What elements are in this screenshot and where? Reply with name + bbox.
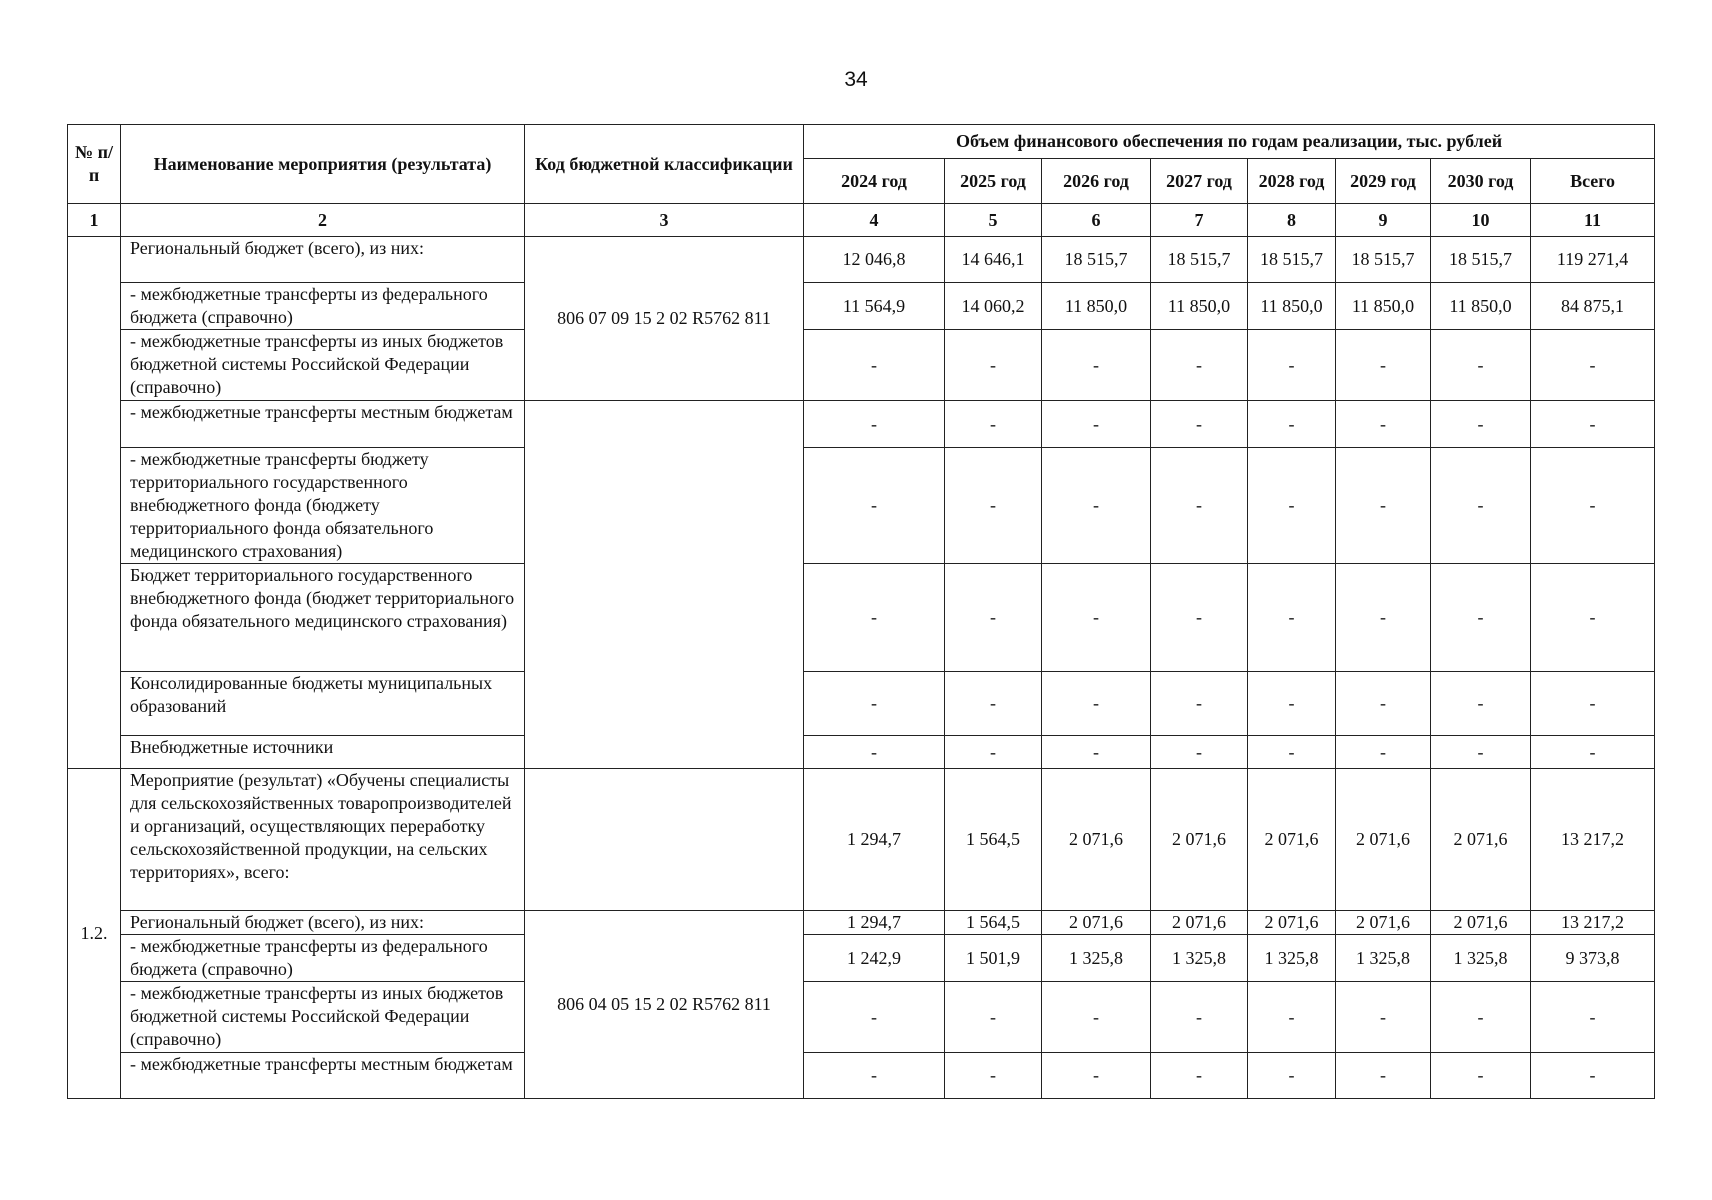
header-year: Всего bbox=[1531, 159, 1655, 204]
value-cell: - bbox=[1431, 564, 1531, 672]
value-cell: - bbox=[1151, 330, 1248, 401]
value-cell: 13 217,2 bbox=[1531, 911, 1655, 935]
value-cell: - bbox=[1431, 982, 1531, 1053]
value-cell: - bbox=[1336, 330, 1431, 401]
value-cell: 2 071,6 bbox=[1248, 769, 1336, 911]
value-cell: - bbox=[1431, 401, 1531, 448]
value-cell: 1 294,7 bbox=[804, 911, 945, 935]
table-row bbox=[68, 401, 1655, 448]
value-cell: - bbox=[1248, 448, 1336, 564]
table-row bbox=[68, 330, 1655, 401]
table-row bbox=[68, 672, 1655, 736]
value-cell: - bbox=[1042, 1053, 1151, 1099]
value-cell: 119 271,4 bbox=[1531, 237, 1655, 283]
value-cell: 18 515,7 bbox=[1248, 237, 1336, 283]
column-number: 11 bbox=[1531, 204, 1655, 237]
value-cell: - bbox=[1151, 401, 1248, 448]
value-cell: 2 071,6 bbox=[1151, 911, 1248, 935]
row-name: - межбюджетные трансферты из федерального бюджета (справочно) bbox=[121, 283, 525, 330]
value-cell: 13 217,2 bbox=[1531, 769, 1655, 911]
column-number: 4 bbox=[804, 204, 945, 237]
value-cell: 18 515,7 bbox=[1336, 237, 1431, 283]
value-cell: - bbox=[1042, 982, 1151, 1053]
table-row bbox=[68, 237, 1655, 283]
value-cell: - bbox=[1151, 672, 1248, 736]
row-name: - межбюджетные трансферты бюджету территориального государственного внебюджетного фонда (бюджету территориального фонда обязательного медицинского страхования) bbox=[121, 448, 525, 564]
value-cell: 2 071,6 bbox=[1042, 769, 1151, 911]
value-cell: - bbox=[1531, 448, 1655, 564]
column-number: 9 bbox=[1336, 204, 1431, 237]
value-cell: 14 646,1 bbox=[945, 237, 1042, 283]
value-cell: 11 850,0 bbox=[1151, 283, 1248, 330]
value-cell: - bbox=[1531, 672, 1655, 736]
row-index: 1.2. bbox=[68, 769, 121, 1099]
value-cell: - bbox=[945, 736, 1042, 769]
value-cell: 1 294,7 bbox=[804, 769, 945, 911]
value-cell: 11 850,0 bbox=[1248, 283, 1336, 330]
value-cell: - bbox=[1531, 982, 1655, 1053]
row-name: Мероприятие (результат) «Обучены специалисты для сельскохозяйственных товаропроизводителей и организаций, осуществляющих переработку сельскохозяйственной продукции, на сельских территориях», всего: bbox=[121, 769, 525, 911]
column-number: 7 bbox=[1151, 204, 1248, 237]
page-number: 34 bbox=[844, 68, 868, 91]
table-row bbox=[68, 448, 1655, 564]
value-cell: 14 060,2 bbox=[945, 283, 1042, 330]
value-cell: - bbox=[945, 672, 1042, 736]
table-row bbox=[68, 982, 1655, 1053]
value-cell: - bbox=[1248, 982, 1336, 1053]
value-cell: - bbox=[1151, 736, 1248, 769]
table-row bbox=[68, 1053, 1655, 1099]
column-number: 2 bbox=[121, 204, 525, 237]
value-cell: - bbox=[1431, 736, 1531, 769]
row-name: Консолидированные бюджеты муниципальных образований bbox=[121, 672, 525, 736]
value-cell: - bbox=[945, 1053, 1042, 1099]
value-cell: 18 515,7 bbox=[1042, 237, 1151, 283]
value-cell: - bbox=[1336, 982, 1431, 1053]
header-name: Наименование мероприятия (результата) bbox=[121, 125, 525, 204]
value-cell: 1 325,8 bbox=[1042, 935, 1151, 982]
value-cell: - bbox=[1336, 564, 1431, 672]
value-cell: - bbox=[1336, 448, 1431, 564]
row-name: - межбюджетные трансферты местным бюджетам bbox=[121, 401, 525, 448]
value-cell: - bbox=[1248, 1053, 1336, 1099]
value-cell: - bbox=[1042, 448, 1151, 564]
value-cell: - bbox=[1248, 564, 1336, 672]
value-cell: - bbox=[1151, 982, 1248, 1053]
budget-code: 806 07 09 15 2 02 R5762 811 bbox=[525, 237, 804, 401]
value-cell: - bbox=[1431, 1053, 1531, 1099]
value-cell: - bbox=[1336, 672, 1431, 736]
value-cell: 11 850,0 bbox=[1336, 283, 1431, 330]
header-year: 2024 год bbox=[804, 159, 945, 204]
value-cell: 1 501,9 bbox=[945, 935, 1042, 982]
value-cell: - bbox=[804, 448, 945, 564]
value-cell: - bbox=[1151, 564, 1248, 672]
value-cell: 84 875,1 bbox=[1531, 283, 1655, 330]
table-row bbox=[68, 935, 1655, 982]
value-cell: - bbox=[1531, 1053, 1655, 1099]
value-cell: 1 325,8 bbox=[1431, 935, 1531, 982]
value-cell: 2 071,6 bbox=[1431, 769, 1531, 911]
row-name: Региональный бюджет (всего), из них: bbox=[121, 911, 525, 935]
value-cell: 2 071,6 bbox=[1248, 911, 1336, 935]
table-row bbox=[68, 564, 1655, 672]
value-cell: - bbox=[1248, 330, 1336, 401]
value-cell: - bbox=[1042, 330, 1151, 401]
value-cell: 1 242,9 bbox=[804, 935, 945, 982]
value-cell: 2 071,6 bbox=[1042, 911, 1151, 935]
row-name: - межбюджетные трансферты из федерального бюджета (справочно) bbox=[121, 935, 525, 982]
value-cell: - bbox=[804, 330, 945, 401]
value-cell: - bbox=[1431, 448, 1531, 564]
header-year: 2027 год bbox=[1151, 159, 1248, 204]
row-name: - межбюджетные трансферты местным бюджетам bbox=[121, 1053, 525, 1099]
budget-code-empty bbox=[525, 401, 804, 769]
value-cell: 2 071,6 bbox=[1151, 769, 1248, 911]
value-cell: 11 850,0 bbox=[1431, 283, 1531, 330]
row-name: Региональный бюджет (всего), из них: bbox=[121, 237, 525, 283]
row-name: - межбюджетные трансферты из иных бюджетов бюджетной системы Российской Федерации (справочно) bbox=[121, 330, 525, 401]
row-name: Внебюджетные источники bbox=[121, 736, 525, 769]
table-row bbox=[68, 769, 1655, 911]
value-cell: - bbox=[1248, 736, 1336, 769]
value-cell: 1 325,8 bbox=[1336, 935, 1431, 982]
value-cell: - bbox=[945, 448, 1042, 564]
value-cell: - bbox=[1042, 736, 1151, 769]
header-year: 2026 год bbox=[1042, 159, 1151, 204]
header-year: 2025 год bbox=[945, 159, 1042, 204]
value-cell: 1 325,8 bbox=[1151, 935, 1248, 982]
header-year: 2030 год bbox=[1431, 159, 1531, 204]
header-funding-group: Объем финансового обеспечения по годам реализации, тыс. рублей bbox=[804, 125, 1655, 159]
value-cell: 9 373,8 bbox=[1531, 935, 1655, 982]
value-cell: 11 850,0 bbox=[1042, 283, 1151, 330]
value-cell: - bbox=[1336, 401, 1431, 448]
value-cell: - bbox=[1336, 1053, 1431, 1099]
value-cell: 12 046,8 bbox=[804, 237, 945, 283]
value-cell: - bbox=[945, 982, 1042, 1053]
value-cell: 2 071,6 bbox=[1431, 911, 1531, 935]
value-cell: - bbox=[804, 1053, 945, 1099]
value-cell: - bbox=[804, 401, 945, 448]
value-cell: 18 515,7 bbox=[1151, 237, 1248, 283]
value-cell: - bbox=[1431, 330, 1531, 401]
value-cell: - bbox=[1042, 401, 1151, 448]
value-cell: - bbox=[1151, 1053, 1248, 1099]
value-cell: 1 564,5 bbox=[945, 911, 1042, 935]
row-name: - межбюджетные трансферты из иных бюджетов бюджетной системы Российской Федерации (справочно) bbox=[121, 982, 525, 1053]
value-cell: - bbox=[804, 672, 945, 736]
budget-code-empty bbox=[525, 769, 804, 911]
table-row bbox=[68, 283, 1655, 330]
value-cell: - bbox=[804, 564, 945, 672]
column-number: 3 bbox=[525, 204, 804, 237]
column-number: 8 bbox=[1248, 204, 1336, 237]
value-cell: - bbox=[1151, 448, 1248, 564]
value-cell: 2 071,6 bbox=[1336, 769, 1431, 911]
header-code: Код бюджетной классификации bbox=[525, 125, 804, 204]
value-cell: - bbox=[1248, 672, 1336, 736]
value-cell: - bbox=[1531, 736, 1655, 769]
column-number: 10 bbox=[1431, 204, 1531, 237]
column-number: 5 bbox=[945, 204, 1042, 237]
value-cell: 1 564,5 bbox=[945, 769, 1042, 911]
value-cell: - bbox=[1042, 672, 1151, 736]
value-cell: - bbox=[1248, 401, 1336, 448]
value-cell: 1 325,8 bbox=[1248, 935, 1336, 982]
budget-code: 806 04 05 15 2 02 R5762 811 bbox=[525, 911, 804, 1099]
column-number: 6 bbox=[1042, 204, 1151, 237]
column-number: 1 bbox=[68, 204, 121, 237]
header-year: 2029 год bbox=[1336, 159, 1431, 204]
budget-table bbox=[67, 124, 1655, 1099]
value-cell: 18 515,7 bbox=[1431, 237, 1531, 283]
value-cell: 11 564,9 bbox=[804, 283, 945, 330]
row-index-cell bbox=[68, 237, 121, 769]
value-cell: - bbox=[1431, 672, 1531, 736]
value-cell: - bbox=[945, 564, 1042, 672]
value-cell: - bbox=[1336, 736, 1431, 769]
value-cell: - bbox=[945, 401, 1042, 448]
value-cell: 2 071,6 bbox=[1336, 911, 1431, 935]
value-cell: - bbox=[1531, 564, 1655, 672]
table-row bbox=[68, 736, 1655, 769]
value-cell: - bbox=[804, 736, 945, 769]
header-year: 2028 год bbox=[1248, 159, 1336, 204]
value-cell: - bbox=[1531, 330, 1655, 401]
value-cell: - bbox=[804, 982, 945, 1053]
value-cell: - bbox=[1531, 401, 1655, 448]
header-num: № п/п bbox=[68, 125, 121, 204]
value-cell: - bbox=[945, 330, 1042, 401]
table-row bbox=[68, 911, 1655, 935]
value-cell: - bbox=[1042, 564, 1151, 672]
row-name: Бюджет территориального государственного внебюджетного фонда (бюджет территориального фонда обязательного медицинского страхования) bbox=[121, 564, 525, 672]
